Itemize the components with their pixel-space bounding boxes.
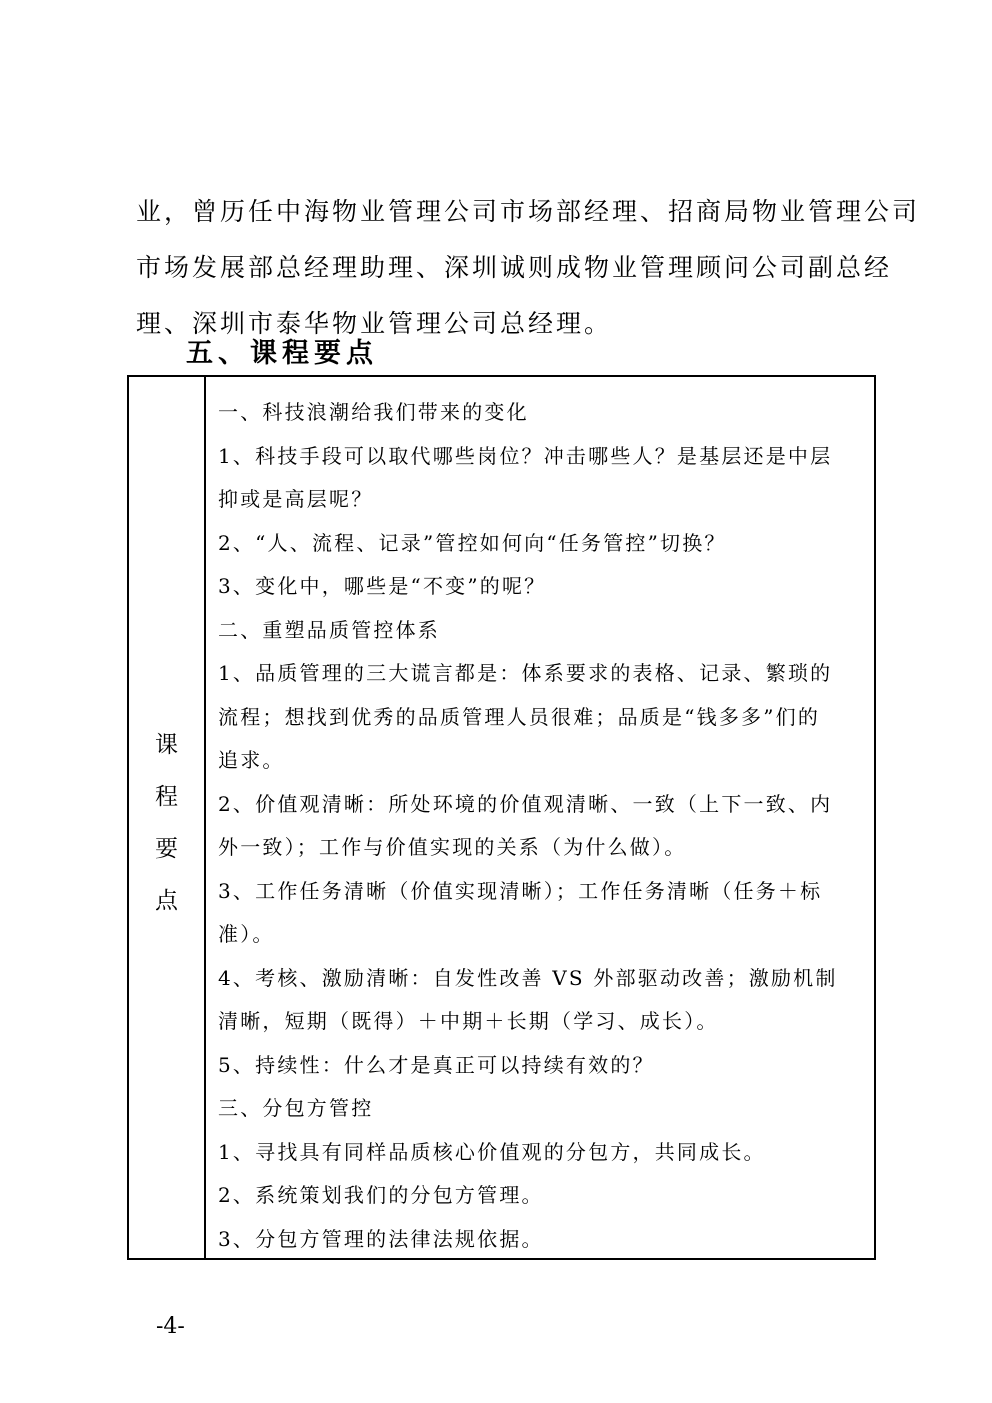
- label-char: 程: [155, 783, 178, 810]
- outline-line: 流程；想找到优秀的品质管理人员很难；品质是“钱多多”们的: [218, 704, 821, 729]
- section-heading: 五、课程要点: [186, 338, 378, 369]
- outline-line: 一、科技浪潮给我们带来的变化: [218, 400, 529, 424]
- outline-line: 3、变化中，哪些是“不变”的呢？: [218, 574, 547, 598]
- outline-line: 5、持续性：什么才是真正可以持续有效的？: [218, 1052, 655, 1077]
- outline-line: 抑或是高层呢？: [218, 487, 374, 511]
- intro-paragraph: [136, 184, 921, 352]
- table-content-cell: [206, 377, 874, 1258]
- outline-line: 4、考核、激励清晰：自发性改善 VS 外部驱动改善；激励机制: [218, 965, 838, 990]
- label-char: 点: [155, 887, 178, 914]
- outline-line: 1、科技手段可以取代哪些岗位？冲击哪些人？是基层还是中层: [218, 443, 833, 468]
- page-number: -4-: [156, 1314, 185, 1339]
- label-char: 要: [155, 835, 178, 862]
- outline-line: 三、分包方管控: [218, 1096, 374, 1120]
- outline-line: 外一致）；工作与价值实现的关系（为什么做）。: [218, 835, 687, 859]
- outline-line: 清晰，短期（既得）＋中期＋长期（学习、成长）。: [218, 1009, 719, 1033]
- table-label-cell: [129, 377, 206, 1258]
- outline-line: 1、寻找具有同样品质核心价值观的分包方，共同成长。: [218, 1139, 766, 1164]
- outline-line: 2、价值观清晰：所处环境的价值观清晰、一致（上下一致、内: [218, 791, 833, 816]
- outline-line: 3、工作任务清晰（价值实现清晰）；工作任务清晰（任务＋标: [218, 878, 823, 903]
- outline-line: 二、重塑品质管控体系: [218, 617, 440, 642]
- intro-line: 市场发展部总经理助理、深圳诚则成物业管理顾问公司副总经: [136, 253, 893, 282]
- outline-line: 1、品质管理的三大谎言都是：体系要求的表格、记录、繁琐的: [218, 661, 833, 685]
- outline-line: 追求。: [218, 748, 285, 772]
- outline-line: 2、系统策划我们的分包方管理。: [218, 1183, 544, 1207]
- course-outline-table: [127, 375, 876, 1260]
- outline-line: 3、分包方管理的法律法规依据。: [218, 1226, 544, 1251]
- intro-line: 业，曾历任中海物业管理公司市场部经理、招商局物业管理公司: [136, 197, 921, 226]
- label-char: 课: [155, 731, 178, 758]
- intro-line: 理、深圳市泰华物业管理公司总经理。: [136, 309, 613, 338]
- outline-line: 2、“人、流程、记录”管控如何向“任务管控”切换？: [218, 530, 727, 555]
- outline-line: 准）。: [218, 922, 275, 946]
